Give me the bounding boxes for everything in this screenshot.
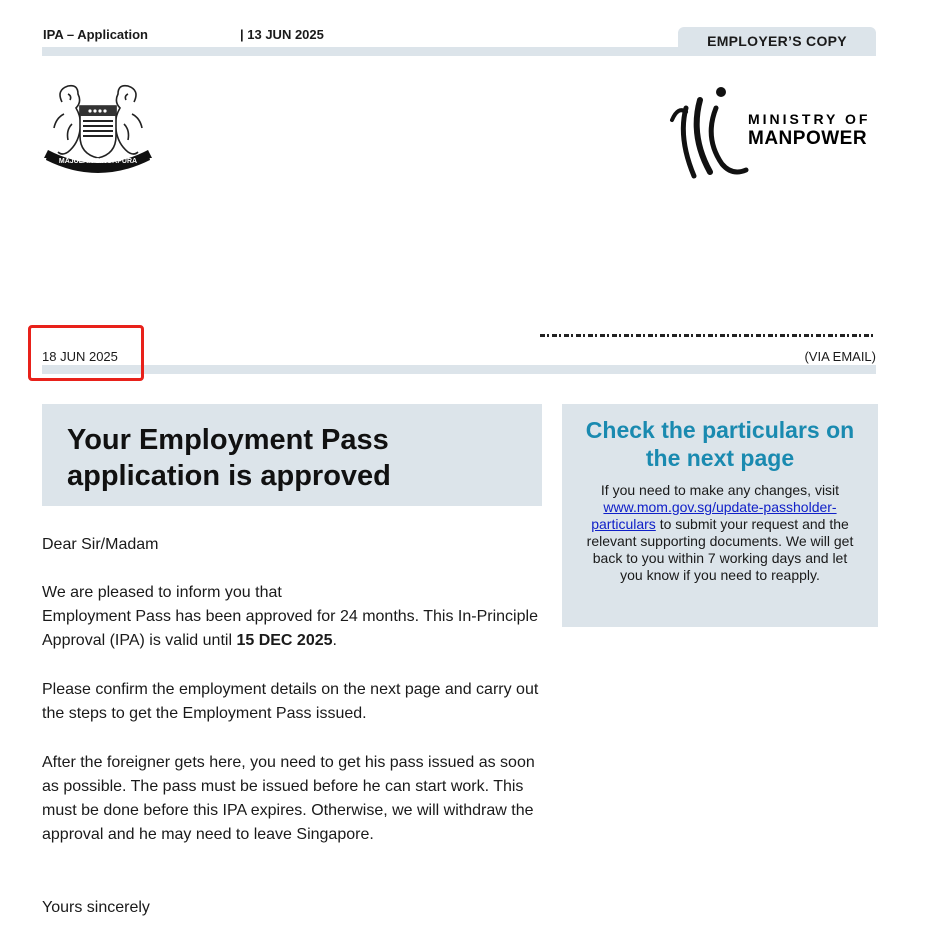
ministry-of-manpower-logo-icon [666, 86, 876, 182]
issuance-paragraph: After the foreigner gets here, you need to get his pass issued as soon as possible. The pass must be issued before he can start work. This must be done before this IPA expires. Otherwise, we will withdraw the approval and he may need to leave Singapore. [42, 754, 535, 843]
header-date: | 13 JUN 2025 [240, 27, 324, 42]
salutation: Dear Sir/Madam [42, 536, 159, 553]
confirm-paragraph: Please confirm the employment details on the next page and carry out the steps to get the Employment Pass issued. [42, 681, 539, 722]
logo-line1: MINISTRY OF [748, 111, 871, 127]
singapore-crest-icon [42, 84, 154, 178]
approval-text: Employment Pass has been approved for 24 months. This In-Principle Approval (IPA) is valid until [42, 608, 538, 649]
ipa-expiry-date: 15 DEC 2025 [236, 632, 333, 649]
letter-date: 18 JUN 2025 [42, 349, 118, 364]
notice-text-before: If you need to make any changes, visit [600, 482, 840, 498]
notice-body [562, 482, 878, 584]
date-rule [42, 365, 876, 374]
particulars-notice-box [562, 404, 878, 627]
document-type-label: IPA – Application [43, 27, 148, 42]
closing: Yours sincerely [42, 899, 150, 916]
delivery-method: (VIA EMAIL) [804, 349, 876, 364]
letter-title [67, 422, 527, 494]
crest-motto: MAJULAH SINGAPURA [58, 158, 138, 165]
date-highlight-box [28, 325, 144, 381]
title-line2: application is approved [67, 460, 391, 492]
notice-text-after: to submit your request and the relevant supporting documents. We will get back to you within 7 working days and let you know if you need to reapply. [586, 516, 854, 583]
letter-title-box [42, 404, 542, 506]
title-line1: Your Employment Pass [67, 424, 389, 456]
notice-title: Check the particulars on the next page [585, 417, 855, 471]
dotted-barcode-line [540, 334, 876, 337]
approval-paragraph [42, 581, 547, 653]
update-particulars-link[interactable]: www.mom.gov.sg/update-passholder-particulars [591, 499, 837, 532]
employer-copy-tab: EMPLOYER’S COPY [678, 27, 876, 56]
approval-end: . [332, 632, 337, 649]
logo-line2: MANPOWER [748, 128, 868, 149]
approval-intro: We are pleased to inform you that [42, 584, 282, 601]
